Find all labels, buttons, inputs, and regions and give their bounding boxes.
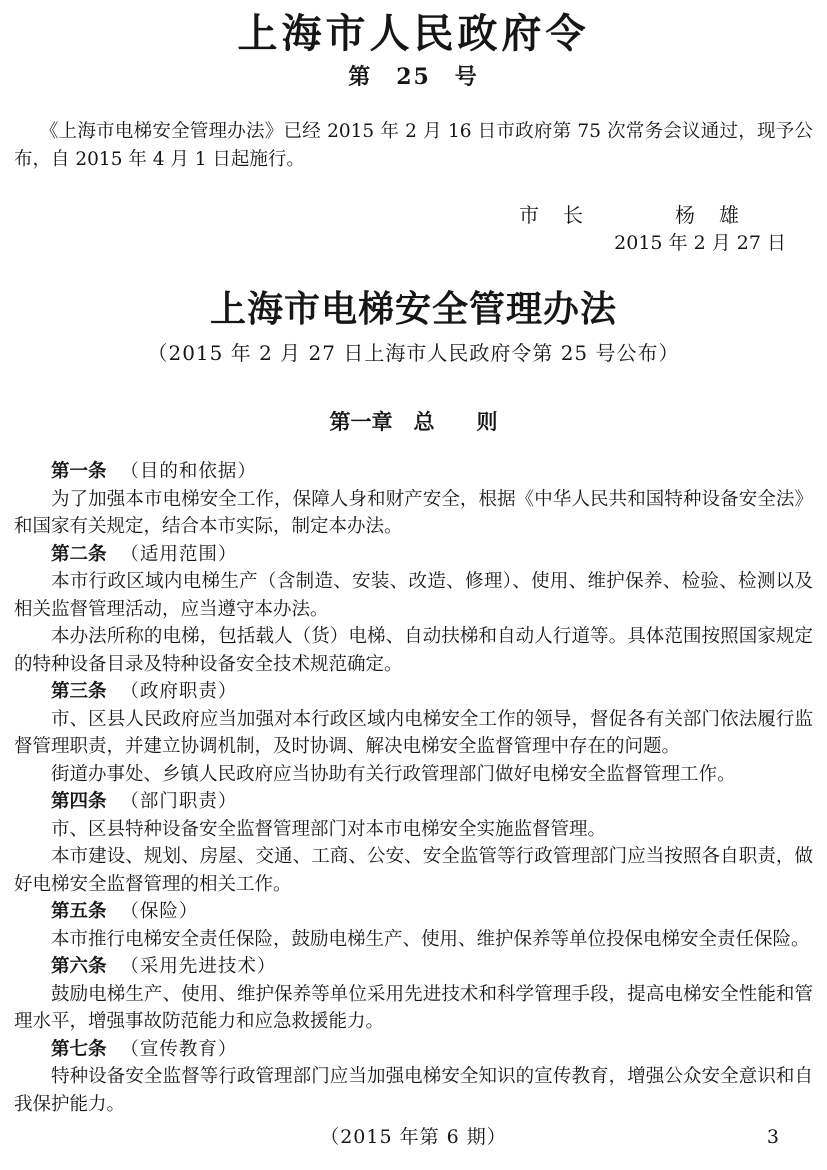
article-subject: （保险） [120,901,199,922]
article-number: 第二条 [51,543,107,565]
article-heading [14,898,813,926]
chapter-heading: 第一章 总 则 [329,410,498,434]
article-heading [14,678,813,706]
order-intro-paragraph: 《上海市电梯安全管理办法》已经 2015 年 2 月 16 日市政府第 75 次常务会议通过，现予公布，自 2015 年 4 月 1 日起施行。 [14,121,813,170]
article-number: 第六条 [51,956,107,977]
article-paragraph: 本市行政区域内电梯生产（含制造、安装、改造、修理）、使用、维护保养、检验、检测以及相关监督管理活动，应当遵守本办法。 [14,571,813,620]
signature-date: 2015 年 2 月 27 日 [614,232,786,254]
law-title: 上海市电梯安全管理办法 [209,288,617,330]
article-paragraph: 本市建设、规划、房屋、交通、工商、公安、安全监管等行政管理部门应当按照各自职责，做好电梯安全监督管理的相关工作。 [14,846,813,895]
page-number: 3 [766,1126,779,1148]
article-number: 第一条 [51,461,107,482]
article-paragraph: 市、区县特种设备安全监督管理部门对本市电梯安全实施监督管理。 [51,818,607,840]
promulgation-line: （2015 年 2 月 27 日上海市人民政府令第 25 号公布） [147,341,680,365]
signature-row [14,202,813,228]
article-number: 第四条 [51,791,107,812]
article-subject: （宣传教育） [120,1038,238,1060]
order-number: 第 25 号 [348,64,479,90]
article-subject: （适用范围） [120,543,238,565]
article-heading [14,1036,813,1064]
article-heading [14,458,813,486]
article-paragraph: 街道办事处、乡镇人民政府应当协助有关行政管理部门做好电梯安全监督管理工作。 [51,763,736,785]
journal-issue: （2015 年第 6 期） [320,1126,507,1148]
article-subject: （目的和依据） [120,461,257,482]
article-paragraph: 为了加强本市电梯安全工作，保障人身和财产安全，根据《中华人民共和国特种设备安全法》和国家有关规定，结合本市实际，制定本办法。 [14,488,813,537]
article-subject: （采用先进技术） [120,956,277,977]
article-subject: （政府职责） [120,681,238,702]
article-number: 第三条 [51,681,107,702]
law-body [14,458,813,1118]
government-order-title: 上海市人民政府令 [237,10,590,57]
article-heading [14,541,813,569]
article-paragraph: 特种设备安全监督等行政管理部门应当加强电梯安全知识的宣传教育，增强公众安全意识和自我保护能力。 [14,1066,813,1115]
article-number: 第五条 [51,901,107,922]
article-paragraph: 本办法所称的电梯，包括载人（货）电梯、自动扶梯和自动人行道等。具体范围按照国家规定的特种设备目录及特种设备安全技术规范确定。 [14,626,813,675]
article-heading [14,953,813,981]
article-heading [14,788,813,816]
page-footer [0,1124,827,1150]
signer-title: 市 长 [519,203,585,227]
article-paragraph: 市、区县人民政府应当加强对本行政区域内电梯安全工作的领导，督促各有关部门依法履行监督管理职责，并建立协调机制，及时协调、解决电梯安全监督管理中存在的问题。 [14,708,813,757]
article-paragraph: 本市推行电梯安全责任保险，鼓励电梯生产、使用、维护保养等单位投保电梯安全责任保险。 [51,928,810,950]
article-number: 第七条 [51,1038,107,1060]
article-subject: （部门职责） [120,791,238,812]
article-paragraph: 鼓励电梯生产、使用、维护保养等单位采用先进技术和科学管理手段，提高电梯安全性能和管理水平，增强事故防范能力和应急救援能力。 [14,983,813,1032]
signer-name: 杨 雄 [675,203,741,227]
